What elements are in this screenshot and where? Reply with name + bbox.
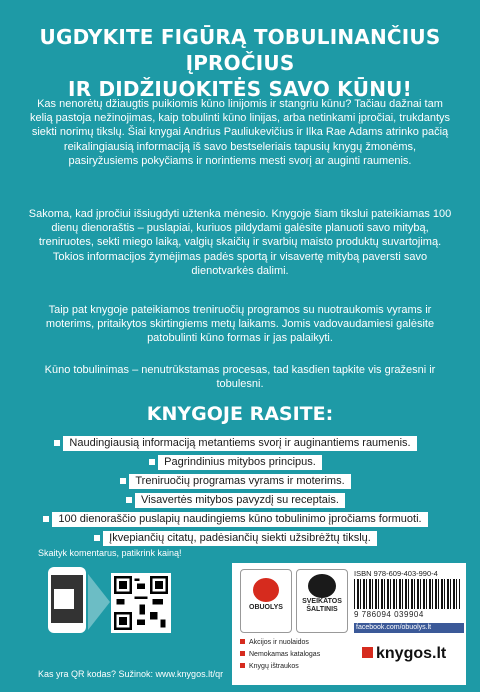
publisher-panel bbox=[232, 563, 466, 685]
scan-beam-icon bbox=[88, 574, 110, 630]
leaf-icon bbox=[308, 574, 336, 598]
phone-icon bbox=[48, 567, 86, 633]
facebook-link[interactable]: facebook.com/obuolys.lt bbox=[354, 623, 464, 633]
shop-feature: Akcijos ir nuolaidos bbox=[240, 639, 309, 646]
shop-feature: Knygų ištraukos bbox=[240, 663, 299, 670]
description-paragraph-2: Sakoma, kad įpročiui išsiugdyti užtenka mėnesio. Knygoje šiam tikslui pateikiamas 100 dienų dienoraštis – puslapiai, kuriuos pildydami galėsite planuoti savo mitybą, treniruotes, sekti miego laiką, valgių skaičių ir svarbių maisto produktų suvartojimą. Tokios informacijos žymėjimas padės sportą ir visavertę mitybą paversti savo dienotvarkės dalimi. bbox=[28, 208, 452, 277]
apple-icon bbox=[253, 578, 279, 602]
knygos-logo: knygos.lt bbox=[362, 645, 446, 663]
qr-note: Skaityk komentarus, patikrink kainą! bbox=[38, 548, 182, 558]
description-paragraph-1: Kas nenorėtų džiaugtis puikiomis kūno linijomis ir stangriu kūnu? Tačiau dažnai tam kelią pastoja nežinojimas, kaip tobulinti kūno linijas, arba netinkami įpročiai, trukdantys siekti norimų tikslų. Šiai knygai Andrius Pauliukevičius ir Ilka Rae Adams atrinko pačią reikalingiausią informaciją iš savo bestseleriais tapusių knygų žmonėms, pasiryžusiems pokyčiams ir norintiems mesti svorį ar auginti raumenis. bbox=[29, 98, 451, 167]
qr-code[interactable] bbox=[111, 573, 171, 633]
isbn: ISBN 978-609-403-990-4 bbox=[354, 569, 438, 578]
list-item: Pagrindinius mitybos principus. bbox=[0, 452, 480, 471]
description-paragraph-4: Kūno tobulinimas – nenutrūkstamas procesas, tad kasdien tapkite vis gražesni ir tobulesni. bbox=[44, 364, 436, 391]
obuolys-logo: OBUOLYS bbox=[240, 569, 292, 633]
barcode bbox=[354, 579, 460, 609]
contents-list bbox=[0, 433, 480, 547]
qr-info-footer: Kas yra QR kodas? Sužinok: www.knygos.lt/qr bbox=[38, 669, 224, 679]
list-item: Visavertės mitybos pavyzdį su receptais. bbox=[0, 490, 480, 509]
contents-heading: KNYGOJE RASITE: bbox=[146, 403, 334, 425]
list-item: Treniruočių programas vyrams ir moterims. bbox=[0, 471, 480, 490]
description-paragraph-3: Taip pat knygoje pateikiamos treniruočių programos su nuotraukomis vyrams ir moterims, pritaikytos skirtingiems metų laikams. Jomis vadovaudamiesi galėsite patobulinti kūno formas ir jas palaikyti. bbox=[45, 304, 435, 345]
series-logo: SVEIKATOS ŠALTINIS bbox=[296, 569, 348, 633]
barcode-number: 9 786094 039904 bbox=[354, 610, 424, 619]
list-item: Naudingiausią informaciją metantiems svorį ir auginantiems raumenis. bbox=[0, 433, 480, 452]
back-cover-headline bbox=[0, 24, 480, 102]
headline-line-2: IR DIDŽIUOKITĖS SAVO KŪNU! bbox=[68, 77, 412, 101]
list-item: 100 dienoraščio puslapių naudingiems kūno tobulinimo įpročiams formuoti. bbox=[0, 509, 480, 528]
headline-line-1: UGDYKITE FIGŪRĄ TOBULINANČIUS ĮPROČIUS bbox=[39, 25, 441, 75]
list-item: Įkvepiančių citatų, padėsiančių siekti užsibrėžtų tikslų. bbox=[0, 528, 480, 547]
shop-feature: Nemokamas katalogas bbox=[240, 651, 320, 658]
